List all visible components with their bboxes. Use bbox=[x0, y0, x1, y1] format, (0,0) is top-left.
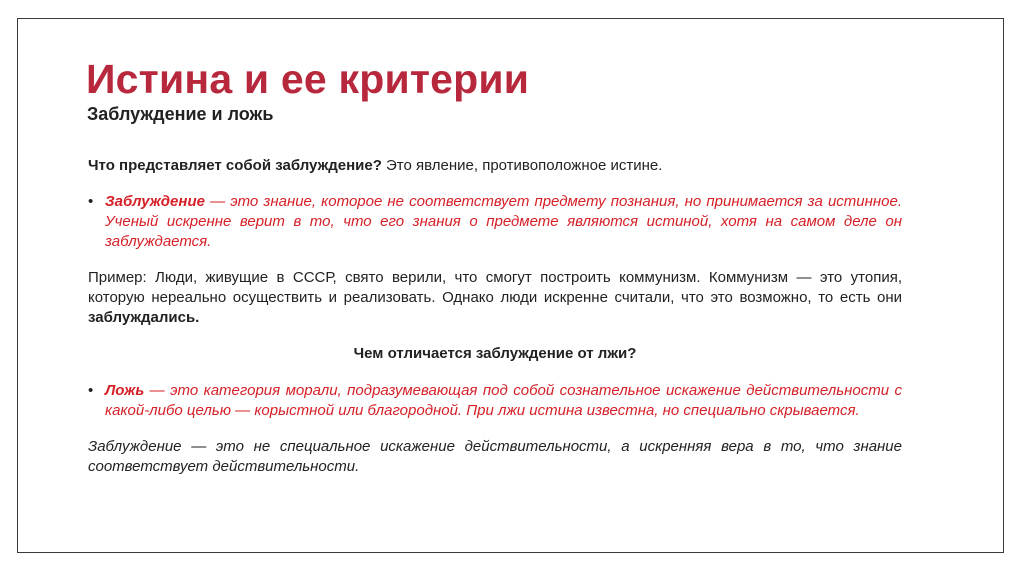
bullet-dot: • bbox=[88, 382, 94, 399]
question-answer: Это явление, противоположное истине. bbox=[381, 157, 663, 174]
question-heading: Чем отличается заблуждение от лжи? bbox=[353, 345, 637, 362]
bullet-dot: • bbox=[88, 193, 94, 210]
slide-title: Истина и ее критерии bbox=[86, 56, 530, 102]
bullet-text-delusion: — это знание, которое не соответствует предмету познания, но принимается за истинное. Ученый искренне верит в то, что его знания о предмете являются истиной, хотя на самом деле он заблуждается. bbox=[105, 193, 902, 250]
bullet-term-lie: Ложь bbox=[105, 382, 145, 399]
slide-subtitle: Заблуждение и ложь bbox=[87, 104, 274, 124]
bullet-delusion bbox=[88, 192, 902, 252]
bullet-term-delusion: Заблуждение bbox=[105, 193, 205, 210]
bullet-text-lie: — это категория морали, подразумевающая под собой сознательное искажение действительности с какой-либо целью — корыстной или благородной. При лжи истина известна, но специально скрывается. bbox=[105, 382, 902, 419]
example-text: Пример: Люди, живущие в СССР, свято верили, что смогут построить коммунизм. Коммунизм — это утопия, которую нереально осуществить и реализовать. Однако люди искренне считали, что это возможно, то есть они bbox=[88, 269, 902, 306]
example-paragraph bbox=[88, 268, 902, 328]
question-bold: Что представляет собой заблуждение? bbox=[88, 157, 382, 174]
bullet-lie bbox=[88, 381, 902, 421]
question-paragraph bbox=[88, 156, 902, 176]
slide-content bbox=[88, 156, 902, 493]
conclusion-paragraph: Заблуждение — это не специальное искажение действительности, а искренняя вера в то, что знание соответствует действительности. bbox=[88, 438, 902, 475]
example-bold: заблуждались. bbox=[88, 309, 200, 326]
